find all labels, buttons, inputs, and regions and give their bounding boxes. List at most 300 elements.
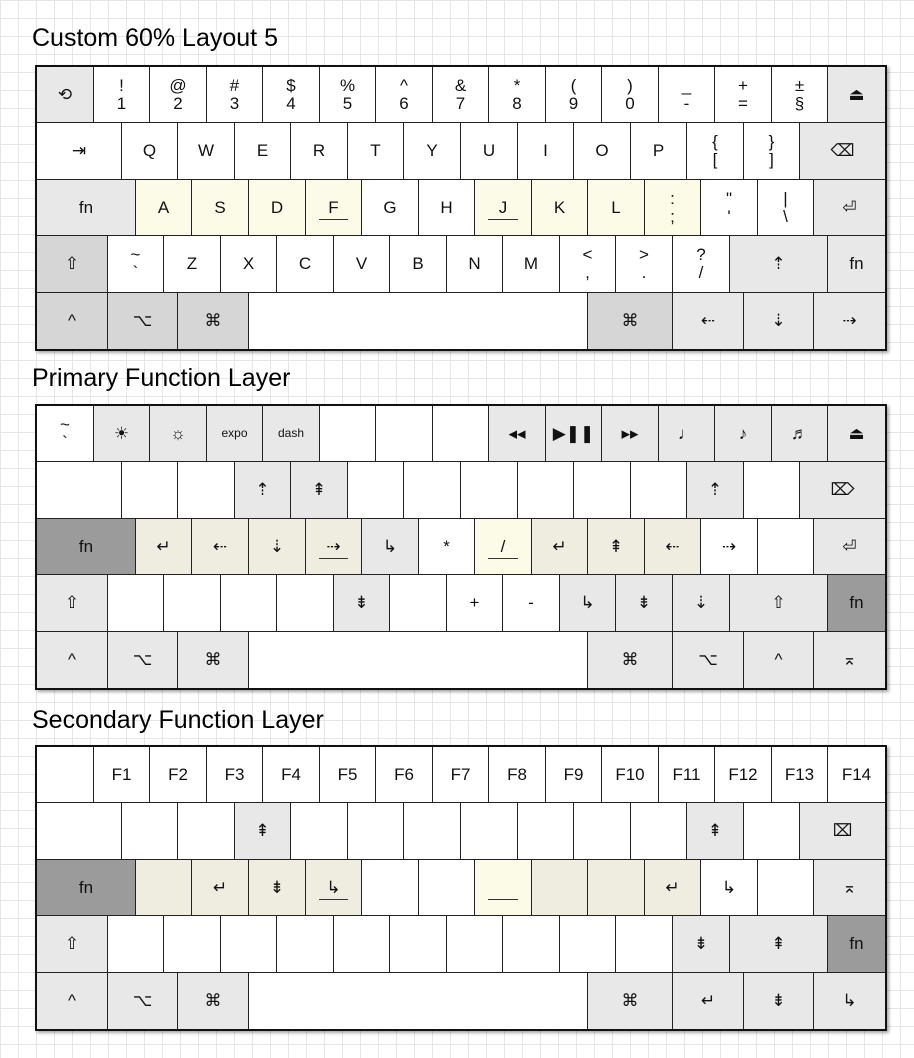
key-blank[interactable] bbox=[758, 519, 814, 575]
arrow-right-icon[interactable] bbox=[701, 519, 758, 575]
keyboard-main-layer bbox=[35, 65, 887, 351]
key-label: ( bbox=[570, 75, 577, 95]
home-row-bump bbox=[319, 558, 348, 559]
key-label[interactable] bbox=[602, 747, 659, 803]
page-down-glyph: ⇟ bbox=[771, 991, 786, 1011]
key-blank[interactable] bbox=[390, 575, 447, 632]
brightness-up-icon[interactable] bbox=[94, 406, 150, 462]
key-blank[interactable] bbox=[758, 860, 814, 916]
page-up-icon[interactable] bbox=[235, 803, 291, 860]
key-label: G bbox=[383, 197, 397, 217]
arrow-left-glyph: ⇠ bbox=[665, 536, 680, 556]
key-blank[interactable] bbox=[164, 916, 221, 973]
key-blank[interactable] bbox=[560, 916, 616, 973]
key-label[interactable] bbox=[447, 236, 503, 293]
key-label: ^ bbox=[400, 75, 408, 95]
key-label: - bbox=[528, 593, 534, 613]
music-note-glyph: ♪ bbox=[738, 423, 748, 443]
shift-icon[interactable] bbox=[37, 236, 108, 293]
music-notes-icon[interactable] bbox=[772, 406, 828, 462]
arrow-left-icon[interactable] bbox=[192, 519, 249, 575]
newline-glyph: ↵ bbox=[700, 991, 716, 1011]
key-label[interactable] bbox=[489, 747, 546, 803]
key-label[interactable] bbox=[390, 236, 447, 293]
arrow-up-icon[interactable] bbox=[730, 236, 828, 293]
key-label: S bbox=[214, 197, 226, 217]
key-label[interactable] bbox=[291, 123, 348, 180]
key-label[interactable] bbox=[701, 180, 758, 236]
key-label: 4 bbox=[286, 93, 296, 113]
key-label[interactable] bbox=[419, 180, 475, 236]
key-label[interactable] bbox=[503, 236, 560, 293]
shift-icon[interactable] bbox=[37, 575, 108, 632]
key-blank[interactable] bbox=[588, 860, 645, 916]
key-blank[interactable] bbox=[37, 462, 122, 519]
home-row-bump bbox=[488, 558, 517, 559]
indent-arrow-icon[interactable] bbox=[814, 973, 885, 1029]
key-label[interactable] bbox=[362, 180, 419, 236]
key-label[interactable] bbox=[744, 123, 800, 180]
control-icon[interactable] bbox=[37, 973, 108, 1029]
page-down-icon[interactable] bbox=[334, 575, 390, 632]
key-label[interactable] bbox=[673, 236, 730, 293]
key-blank[interactable] bbox=[475, 860, 532, 916]
arrow-up-icon[interactable] bbox=[687, 462, 744, 519]
page-up-glyph: ⇞ bbox=[255, 821, 270, 841]
space-bar[interactable] bbox=[249, 293, 588, 349]
arrow-left-icon[interactable] bbox=[645, 519, 701, 575]
key-label[interactable] bbox=[828, 747, 885, 803]
arrow-left-glyph: ⇠ bbox=[700, 311, 716, 331]
arrow-right-glyph: ⇢ bbox=[842, 311, 857, 331]
key-blank[interactable] bbox=[404, 803, 461, 860]
key-blank[interactable] bbox=[744, 462, 800, 519]
arrow-left-icon[interactable] bbox=[673, 293, 744, 349]
key-label[interactable] bbox=[37, 860, 136, 916]
control-icon[interactable] bbox=[37, 632, 108, 688]
key-label[interactable] bbox=[433, 67, 489, 123]
key-label[interactable] bbox=[503, 575, 560, 632]
page-up-glyph: ⇞ bbox=[707, 821, 723, 841]
newline-icon[interactable] bbox=[532, 519, 588, 575]
key-label[interactable] bbox=[277, 236, 334, 293]
key-label[interactable] bbox=[164, 236, 221, 293]
key-label[interactable] bbox=[37, 406, 94, 462]
key-label: % bbox=[339, 75, 356, 95]
key-label: ' bbox=[727, 206, 731, 226]
key-label[interactable] bbox=[489, 67, 546, 123]
key-label[interactable] bbox=[433, 747, 489, 803]
key-label: ` bbox=[62, 432, 68, 452]
key-blank[interactable] bbox=[37, 803, 122, 860]
key-label: 2 bbox=[173, 93, 183, 113]
key-label: F10 bbox=[615, 764, 645, 784]
play-pause-icon[interactable] bbox=[546, 406, 602, 462]
key-blank[interactable] bbox=[461, 803, 518, 860]
key-label[interactable] bbox=[715, 67, 772, 123]
key-label[interactable] bbox=[659, 747, 715, 803]
key-label: fn bbox=[78, 197, 94, 217]
key-blank[interactable] bbox=[574, 803, 631, 860]
key-label: C bbox=[298, 254, 312, 274]
key-blank[interactable] bbox=[532, 860, 588, 916]
key-blank[interactable] bbox=[122, 462, 178, 519]
key-label: F7 bbox=[450, 764, 471, 784]
layer-title-secondary: Secondary Function Layer bbox=[32, 706, 324, 734]
key-label[interactable] bbox=[150, 747, 207, 803]
key-blank[interactable] bbox=[574, 462, 631, 519]
key-label: > bbox=[639, 245, 649, 265]
key-label[interactable] bbox=[475, 519, 532, 575]
key-label: W bbox=[197, 141, 215, 161]
key-label: fn bbox=[78, 877, 94, 897]
key-label: / bbox=[500, 536, 506, 556]
key-label[interactable] bbox=[447, 575, 503, 632]
control-glyph: ^ bbox=[774, 650, 783, 670]
key-label[interactable] bbox=[518, 123, 574, 180]
key-label[interactable] bbox=[616, 236, 673, 293]
arrow-down-glyph: ⇣ bbox=[771, 311, 786, 331]
space-bar[interactable] bbox=[249, 973, 588, 1029]
key-label[interactable] bbox=[94, 747, 150, 803]
key-blank[interactable] bbox=[362, 860, 419, 916]
key-label: _ bbox=[681, 75, 692, 95]
key-label: F8 bbox=[507, 764, 527, 784]
indent-arrow-icon[interactable] bbox=[560, 575, 616, 632]
page-down-icon[interactable] bbox=[744, 973, 814, 1029]
key-label[interactable] bbox=[122, 123, 178, 180]
key-label[interactable] bbox=[178, 123, 235, 180]
key-blank[interactable] bbox=[631, 462, 687, 519]
key-label: ~ bbox=[60, 414, 70, 434]
forward-delete-glyph: ⌦ bbox=[830, 480, 855, 500]
arrow-right-icon[interactable] bbox=[814, 293, 885, 349]
command-glyph: ⌘ bbox=[204, 650, 222, 670]
key-blank[interactable] bbox=[108, 575, 164, 632]
tab-icon[interactable] bbox=[37, 123, 122, 180]
brightness-down-icon[interactable] bbox=[150, 406, 207, 462]
forward-delete-icon[interactable] bbox=[800, 462, 885, 519]
page-up-icon[interactable] bbox=[687, 803, 744, 860]
key-label[interactable] bbox=[306, 180, 362, 236]
key-label[interactable] bbox=[828, 236, 885, 293]
eject-icon[interactable] bbox=[828, 406, 885, 462]
key-label[interactable] bbox=[828, 916, 885, 973]
key-label[interactable] bbox=[602, 67, 659, 123]
key-blank[interactable] bbox=[108, 916, 164, 973]
key-label[interactable] bbox=[588, 180, 645, 236]
key-label[interactable] bbox=[263, 406, 320, 462]
key-label[interactable] bbox=[94, 67, 150, 123]
play-pause-glyph: ▶❚❚ bbox=[552, 423, 595, 443]
clear-icon[interactable] bbox=[800, 803, 885, 860]
reset-icon[interactable] bbox=[37, 67, 94, 123]
arrow-down-glyph: ⇣ bbox=[269, 536, 285, 556]
key-label: M bbox=[523, 254, 539, 274]
key-label: ; bbox=[670, 206, 675, 226]
key-label: fn bbox=[849, 254, 864, 274]
key-blank[interactable] bbox=[461, 462, 518, 519]
key-label[interactable] bbox=[546, 67, 602, 123]
home-row-bump bbox=[319, 219, 348, 220]
key-blank[interactable] bbox=[348, 462, 404, 519]
key-label: 1 bbox=[116, 93, 127, 113]
key-blank[interactable] bbox=[221, 575, 277, 632]
newline-icon[interactable] bbox=[192, 860, 249, 916]
key-label[interactable] bbox=[37, 519, 136, 575]
key-label: X bbox=[242, 254, 255, 274]
key-blank[interactable] bbox=[277, 916, 334, 973]
key-blank[interactable] bbox=[503, 916, 560, 973]
key-label[interactable] bbox=[263, 747, 320, 803]
newline-glyph: ↵ bbox=[156, 536, 171, 556]
arrow-right-glyph: ⇢ bbox=[721, 536, 737, 556]
option-glyph: ⌥ bbox=[132, 311, 153, 331]
key-label: L bbox=[611, 197, 621, 217]
key-label[interactable] bbox=[376, 67, 433, 123]
page-down-glyph: ⇟ bbox=[354, 593, 369, 613]
key-blank[interactable] bbox=[616, 916, 673, 973]
key-label[interactable] bbox=[235, 123, 291, 180]
key-label[interactable] bbox=[574, 123, 631, 180]
control-glyph: ^ bbox=[68, 991, 76, 1011]
arrow-up-glyph: ⇡ bbox=[707, 480, 723, 500]
key-label[interactable] bbox=[320, 67, 376, 123]
key-label[interactable] bbox=[645, 180, 701, 236]
key-label[interactable] bbox=[772, 67, 828, 123]
key-label[interactable] bbox=[419, 519, 475, 575]
key-label: F6 bbox=[394, 764, 414, 784]
key-label[interactable] bbox=[108, 236, 164, 293]
key-label[interactable] bbox=[136, 180, 192, 236]
key-label[interactable] bbox=[348, 123, 404, 180]
home-glyph: ⌅ bbox=[842, 650, 857, 670]
shift-icon[interactable] bbox=[37, 916, 108, 973]
key-label: ! bbox=[119, 75, 124, 95]
music-note-icon[interactable] bbox=[659, 406, 715, 462]
key-label[interactable] bbox=[772, 747, 828, 803]
key-blank[interactable] bbox=[320, 406, 376, 462]
key-label: V bbox=[355, 254, 368, 274]
arrow-up-glyph: ⇡ bbox=[255, 480, 270, 500]
command-icon[interactable] bbox=[588, 293, 673, 349]
key-label[interactable] bbox=[207, 406, 263, 462]
key-label[interactable] bbox=[376, 747, 433, 803]
page-down-glyph: ⇟ bbox=[269, 877, 285, 897]
key-label[interactable] bbox=[263, 67, 320, 123]
key-label: F12 bbox=[728, 764, 758, 784]
key-label: 7 bbox=[455, 93, 466, 113]
key-blank[interactable] bbox=[433, 406, 489, 462]
command-icon[interactable] bbox=[178, 293, 249, 349]
key-blank[interactable] bbox=[291, 803, 348, 860]
key-blank[interactable] bbox=[277, 575, 334, 632]
key-label[interactable] bbox=[192, 180, 249, 236]
rewind-icon[interactable] bbox=[489, 406, 546, 462]
key-label: F11 bbox=[672, 764, 701, 784]
arrow-up-icon[interactable] bbox=[235, 462, 291, 519]
key-blank[interactable] bbox=[178, 803, 235, 860]
arrow-down-icon[interactable] bbox=[249, 519, 306, 575]
delete-glyph: ⌫ bbox=[830, 141, 855, 161]
key-blank[interactable] bbox=[136, 860, 192, 916]
delete-icon[interactable] bbox=[800, 123, 885, 180]
music-note-icon[interactable] bbox=[715, 406, 772, 462]
key-label[interactable] bbox=[475, 180, 532, 236]
command-icon[interactable] bbox=[178, 632, 249, 688]
home-row-bump bbox=[319, 899, 348, 900]
key-label[interactable] bbox=[758, 180, 814, 236]
command-icon[interactable] bbox=[588, 632, 673, 688]
music-note-glyph: ♩ bbox=[678, 423, 695, 443]
key-blank[interactable] bbox=[164, 575, 221, 632]
key-label[interactable] bbox=[461, 123, 518, 180]
key-label[interactable] bbox=[320, 747, 376, 803]
key-blank[interactable] bbox=[518, 803, 574, 860]
key-label: $ bbox=[286, 75, 296, 95]
brightness-down-glyph: ☼ bbox=[170, 423, 186, 443]
home-icon[interactable] bbox=[814, 860, 885, 916]
brightness-up-glyph: ☀ bbox=[113, 423, 130, 443]
indent-arrow-glyph: ↳ bbox=[580, 593, 595, 613]
key-label[interactable] bbox=[532, 180, 588, 236]
key-label[interactable] bbox=[546, 747, 602, 803]
tab-glyph: ⇥ bbox=[71, 141, 87, 161]
key-label[interactable] bbox=[150, 67, 207, 123]
indent-arrow-icon[interactable] bbox=[701, 860, 758, 916]
return-icon[interactable] bbox=[814, 519, 885, 575]
option-icon[interactable] bbox=[108, 973, 178, 1029]
key-label: & bbox=[454, 75, 467, 95]
option-icon[interactable] bbox=[673, 632, 744, 688]
home-row-bump bbox=[488, 899, 517, 900]
key-label[interactable] bbox=[715, 747, 772, 803]
key-label[interactable] bbox=[659, 67, 715, 123]
key-label: F13 bbox=[784, 764, 815, 784]
fast-forward-icon[interactable] bbox=[602, 406, 659, 462]
arrow-down-icon[interactable] bbox=[744, 293, 814, 349]
key-label[interactable] bbox=[249, 180, 306, 236]
key-label: 6 bbox=[399, 93, 409, 113]
key-label: F bbox=[328, 197, 339, 217]
key-label: T bbox=[370, 141, 381, 161]
key-label: [ bbox=[712, 150, 718, 169]
key-label[interactable] bbox=[207, 747, 263, 803]
key-blank[interactable] bbox=[221, 916, 277, 973]
command-icon[interactable] bbox=[588, 973, 673, 1029]
key-label[interactable] bbox=[207, 67, 263, 123]
control-icon[interactable] bbox=[744, 632, 814, 688]
key-label: - bbox=[683, 93, 690, 113]
key-label: J bbox=[498, 197, 508, 217]
option-icon[interactable] bbox=[108, 632, 178, 688]
clear-glyph: ⌧ bbox=[832, 821, 853, 841]
key-label[interactable] bbox=[687, 123, 744, 180]
key-blank[interactable] bbox=[178, 462, 235, 519]
return-icon[interactable] bbox=[814, 180, 885, 236]
key-label[interactable] bbox=[221, 236, 277, 293]
page-up-icon[interactable] bbox=[588, 519, 645, 575]
key-blank[interactable] bbox=[631, 803, 687, 860]
newline-glyph: ↵ bbox=[552, 536, 567, 556]
command-glyph: ⌘ bbox=[621, 650, 639, 670]
control-icon[interactable] bbox=[37, 293, 108, 349]
key-label: fn bbox=[849, 934, 864, 954]
key-label: = bbox=[738, 93, 748, 113]
key-blank[interactable] bbox=[390, 916, 447, 973]
key-label: Q bbox=[142, 141, 157, 161]
page-up-icon[interactable] bbox=[291, 462, 348, 519]
key-blank[interactable] bbox=[348, 803, 404, 860]
key-blank[interactable] bbox=[404, 462, 461, 519]
shift-glyph: ⇧ bbox=[64, 254, 80, 274]
eject-icon[interactable] bbox=[828, 67, 885, 123]
key-label: N bbox=[468, 254, 481, 274]
key-label: F3 bbox=[224, 764, 245, 784]
newline-icon[interactable] bbox=[645, 860, 701, 916]
rewind-glyph: ◂◂ bbox=[508, 423, 526, 443]
keyboard-secondary-function-layer bbox=[35, 745, 887, 1031]
shift-glyph: ⇧ bbox=[64, 934, 80, 954]
command-icon[interactable] bbox=[178, 973, 249, 1029]
key-blank[interactable] bbox=[447, 916, 503, 973]
key-label: K bbox=[553, 197, 566, 217]
page-down-icon[interactable] bbox=[616, 575, 673, 632]
key-label[interactable] bbox=[631, 123, 687, 180]
arrow-down-icon[interactable] bbox=[673, 575, 730, 632]
key-label: ` bbox=[132, 263, 139, 282]
key-blank[interactable] bbox=[744, 803, 800, 860]
command-glyph: ⌘ bbox=[621, 991, 639, 1011]
key-label[interactable] bbox=[37, 180, 136, 236]
key-blank[interactable] bbox=[334, 916, 390, 973]
key-label: H bbox=[440, 197, 453, 217]
key-label[interactable] bbox=[560, 236, 616, 293]
shift-icon[interactable] bbox=[730, 575, 828, 632]
indent-arrow-icon[interactable] bbox=[306, 860, 362, 916]
newline-icon[interactable] bbox=[673, 973, 744, 1029]
key-label: 0 bbox=[625, 93, 635, 113]
key-label: ] bbox=[769, 150, 774, 169]
arrow-right-icon[interactable] bbox=[306, 519, 362, 575]
key-blank[interactable] bbox=[122, 803, 178, 860]
return-glyph: ⏎ bbox=[842, 197, 857, 217]
newline-glyph: ↵ bbox=[665, 877, 680, 897]
key-blank[interactable] bbox=[376, 406, 433, 462]
key-label: E bbox=[256, 141, 269, 161]
page-down-icon[interactable] bbox=[249, 860, 306, 916]
reset-glyph: ⟲ bbox=[57, 84, 73, 104]
option-glyph: ⌥ bbox=[132, 991, 153, 1011]
key-label[interactable] bbox=[334, 236, 390, 293]
key-blank[interactable] bbox=[37, 747, 94, 803]
page-down-icon[interactable] bbox=[673, 916, 730, 973]
key-blank[interactable] bbox=[419, 860, 475, 916]
indent-arrow-icon[interactable] bbox=[362, 519, 419, 575]
key-blank[interactable] bbox=[518, 462, 574, 519]
key-label: 5 bbox=[342, 93, 353, 113]
option-icon[interactable] bbox=[108, 293, 178, 349]
newline-icon[interactable] bbox=[136, 519, 192, 575]
key-label[interactable] bbox=[828, 575, 885, 632]
key-label[interactable] bbox=[404, 123, 461, 180]
key-label: A bbox=[157, 197, 170, 217]
home-icon[interactable] bbox=[814, 632, 885, 688]
key-label: } bbox=[768, 132, 775, 152]
shift-glyph: ⇧ bbox=[64, 593, 80, 613]
page-up-icon[interactable] bbox=[730, 916, 828, 973]
space-bar[interactable] bbox=[249, 632, 588, 688]
